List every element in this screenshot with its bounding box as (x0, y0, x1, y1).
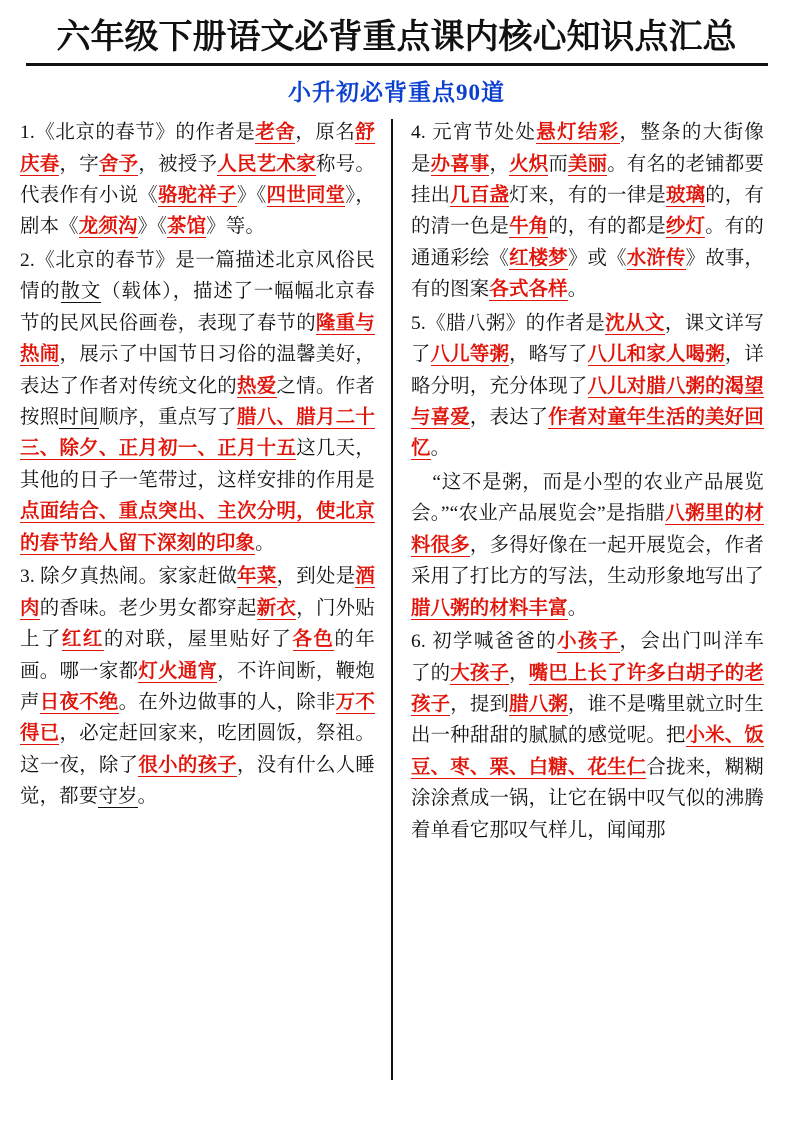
highlighted-answer-text: 作者对童年生活的美好回忆 (411, 407, 764, 460)
body-text: ，不许间断，鞭炮声 (20, 660, 375, 713)
paragraph (411, 467, 764, 624)
body-text: 》《 (137, 216, 168, 238)
highlighted-answer-text: 美丽 (567, 153, 608, 175)
body-text: ，展示了中国节日习俗的温馨美好，表达了作者对传统文化的 (20, 344, 375, 397)
body-text: 灯来，有的一律是 (509, 184, 666, 206)
body-text: 4. 元宵节处处 (411, 122, 537, 144)
highlighted-answer-text: 腊八粥 (509, 693, 568, 715)
body-text: 之情。作者按照 (20, 375, 376, 429)
highlighted-answer-text: 小米、饭豆、枣、栗、白糖、花生仁 (411, 725, 764, 778)
highlighted-answer-text: 八儿等粥 (430, 344, 510, 366)
highlighted-answer-text: 万不得已 (20, 691, 375, 745)
underlined-text: 时间 (59, 407, 99, 429)
body-text: 合拢来，糊糊涂涂煮成一锅，让它在锅中叹气似的沸腾着单看它那叹气样儿，闻闻那 (411, 756, 764, 841)
body-text: ， (489, 153, 510, 175)
body-text: 3. 除夕真热闹。家家赶做 (20, 566, 238, 588)
body-text: 1.《北京的春节》的作者是 (20, 122, 256, 144)
page-title: 六年级下册语文必背重点课内核心知识点汇总 (56, 19, 737, 56)
highlighted-answer-text: 纱灯 (665, 216, 706, 238)
body-text: ，课文详写了 (411, 312, 764, 366)
highlighted-answer-text: 人民艺术家 (217, 153, 316, 175)
highlighted-answer-text: 舍予 (98, 153, 139, 175)
body-text: ，门外贴上了 (20, 597, 375, 651)
body-text: 这几天，其他的日子一笔带过，这样安排的作用是 (20, 438, 375, 491)
highlighted-answer-text: 红红 (61, 629, 104, 651)
highlighted-answer-text: 各式各样 (489, 279, 568, 301)
left-column (20, 117, 391, 1082)
body-text: 的，有的清一色是 (411, 184, 765, 238)
title-underline-rule (26, 63, 768, 66)
highlighted-answer-text: 点面结合、重点突出、主次分明，使北京的春节给人留下深刻的印象 (20, 501, 375, 554)
body-text: ，字 (59, 153, 99, 175)
body-text: 顺序，重点写了 (98, 407, 238, 429)
highlighted-answer-text: 红楼梦 (509, 247, 568, 269)
body-text: 》故事，有的图案 (411, 247, 765, 301)
body-text: 的年画。哪一家都 (20, 629, 375, 682)
highlighted-answer-text: 各色 (292, 629, 335, 651)
body-text: 2.《北京的春节》是一篇描述北京风俗民情的 (20, 249, 375, 303)
highlighted-answer-text: 酒肉 (20, 566, 375, 619)
page-subtitle: 小升初必背重点90道 (288, 80, 505, 106)
body-text: 。 (430, 438, 451, 460)
body-text: 而 (548, 153, 568, 175)
highlighted-answer-text: 四世同堂 (266, 184, 346, 206)
paragraph (20, 117, 375, 243)
highlighted-answer-text: 日夜不绝 (39, 691, 119, 713)
body-text: 5.《腊八粥》的作者是 (411, 312, 606, 334)
body-text: ，略写了 (509, 344, 588, 366)
body-text: ，提到 (450, 693, 510, 715)
highlighted-answer-text: 舒庆春 (20, 122, 375, 175)
body-text: 的对联，屋里贴好了 (103, 629, 293, 651)
highlighted-answer-text: 嘴巴上长了许多白胡子的老孩子 (411, 662, 765, 715)
highlighted-answer-text: 很小的孩子 (138, 754, 238, 776)
body-text: 的香味。老少男女都穿起 (39, 597, 257, 619)
highlighted-answer-text: 几百盏 (450, 184, 510, 206)
body-text: ， (509, 662, 529, 684)
body-text: ，到处是 (276, 566, 356, 588)
body-text: ，多得好像在一起开展览会，作者采用了打比方的写法，生动形象地写出了 (411, 534, 764, 588)
body-text: 》或《 (567, 247, 627, 269)
body-text: 6. 初学喊爸爸的 (411, 631, 558, 653)
body-text: 》等。 (206, 216, 266, 238)
highlighted-answer-text: 八粥里的材料很多 (411, 503, 764, 556)
highlighted-answer-text: 热爱 (237, 375, 277, 397)
body-text: ，原名 (295, 122, 356, 144)
body-text: ，谁不是嘴里就立时生出一种甜甜的腻腻的感觉呢。把 (411, 693, 765, 747)
highlighted-answer-text: 隆重与热闹 (20, 312, 376, 366)
highlighted-answer-text: 新衣 (256, 597, 297, 619)
body-text: 称号。代表作有小说《 (20, 153, 376, 206)
body-text: 》《 (236, 184, 267, 206)
highlighted-answer-text: 腊八粥的材料丰富 (411, 597, 568, 619)
highlighted-answer-text: 茶馆 (167, 216, 207, 238)
paragraph (411, 308, 764, 465)
paragraph (20, 245, 375, 559)
body-text: ，必定赶回家来，吃团圆饭，祭祖。这一夜，除了 (20, 723, 375, 776)
paragraph (411, 117, 764, 306)
body-text: 。 (567, 279, 588, 301)
highlighted-answer-text: 灯火通宵 (138, 660, 218, 682)
body-text: ，详略分明，充分体现了 (411, 344, 765, 397)
paragraph (20, 561, 375, 813)
body-text: 。 (567, 597, 588, 619)
highlighted-answer-text: 小孩子 (557, 631, 620, 653)
two-column-body (20, 117, 773, 1082)
body-text: ，没有什么人睡觉，都要 (20, 754, 376, 808)
right-column (393, 117, 764, 1082)
highlighted-answer-text: 年菜 (237, 566, 277, 588)
highlighted-answer-text: 牛角 (509, 216, 549, 238)
body-text: ，会出门叫洋车了的 (411, 631, 764, 684)
highlighted-answer-text: 玻璃 (665, 184, 706, 206)
body-text: 。有名的老铺都要挂出 (411, 153, 765, 206)
body-text: ，被授予 (138, 153, 218, 175)
highlighted-answer-text: 腊八、腊月二十三、除夕、正月初一、正月十五 (20, 407, 376, 460)
highlighted-answer-text: 老舍 (255, 122, 296, 144)
highlighted-answer-text: 悬灯结彩 (536, 122, 620, 144)
highlighted-answer-text: 火炽 (509, 153, 549, 175)
body-text: “这不是粥，而是小型的农业产品展览会。”“农业产品展览会”是指腊 (411, 471, 764, 525)
highlighted-answer-text: 水浒传 (626, 247, 686, 269)
body-text: （载体），描述了一幅幅北京春节的民风民俗画卷，表现了春节的 (20, 281, 375, 334)
body-text: ，整条的大街像是 (411, 122, 764, 175)
body-text: 的，有的都是 (548, 216, 666, 238)
highlighted-answer-text: 沈从文 (605, 312, 665, 334)
body-text: 。有的通通彩绘《 (411, 216, 765, 269)
highlighted-answer-text: 骆驼祥子 (157, 184, 237, 206)
highlighted-answer-text: 八儿对腊八粥的渴望与喜爱 (411, 375, 764, 429)
underlined-text: 散文 (60, 281, 102, 303)
body-text: 。在外边做事的人，除非 (118, 691, 336, 713)
body-text: 。 (137, 786, 158, 808)
paragraph (411, 626, 764, 846)
body-text: 》，剧本《 (20, 184, 375, 238)
highlighted-answer-text: 办喜事 (430, 153, 490, 175)
body-text: ，表达了 (469, 407, 549, 429)
highlighted-answer-text: 龙须沟 (78, 216, 138, 238)
highlighted-answer-text: 大孩子 (450, 662, 510, 684)
highlighted-answer-text: 八儿和家人喝粥 (587, 344, 725, 366)
body-text: 。 (255, 532, 275, 554)
underlined-text: 守岁 (98, 786, 138, 808)
